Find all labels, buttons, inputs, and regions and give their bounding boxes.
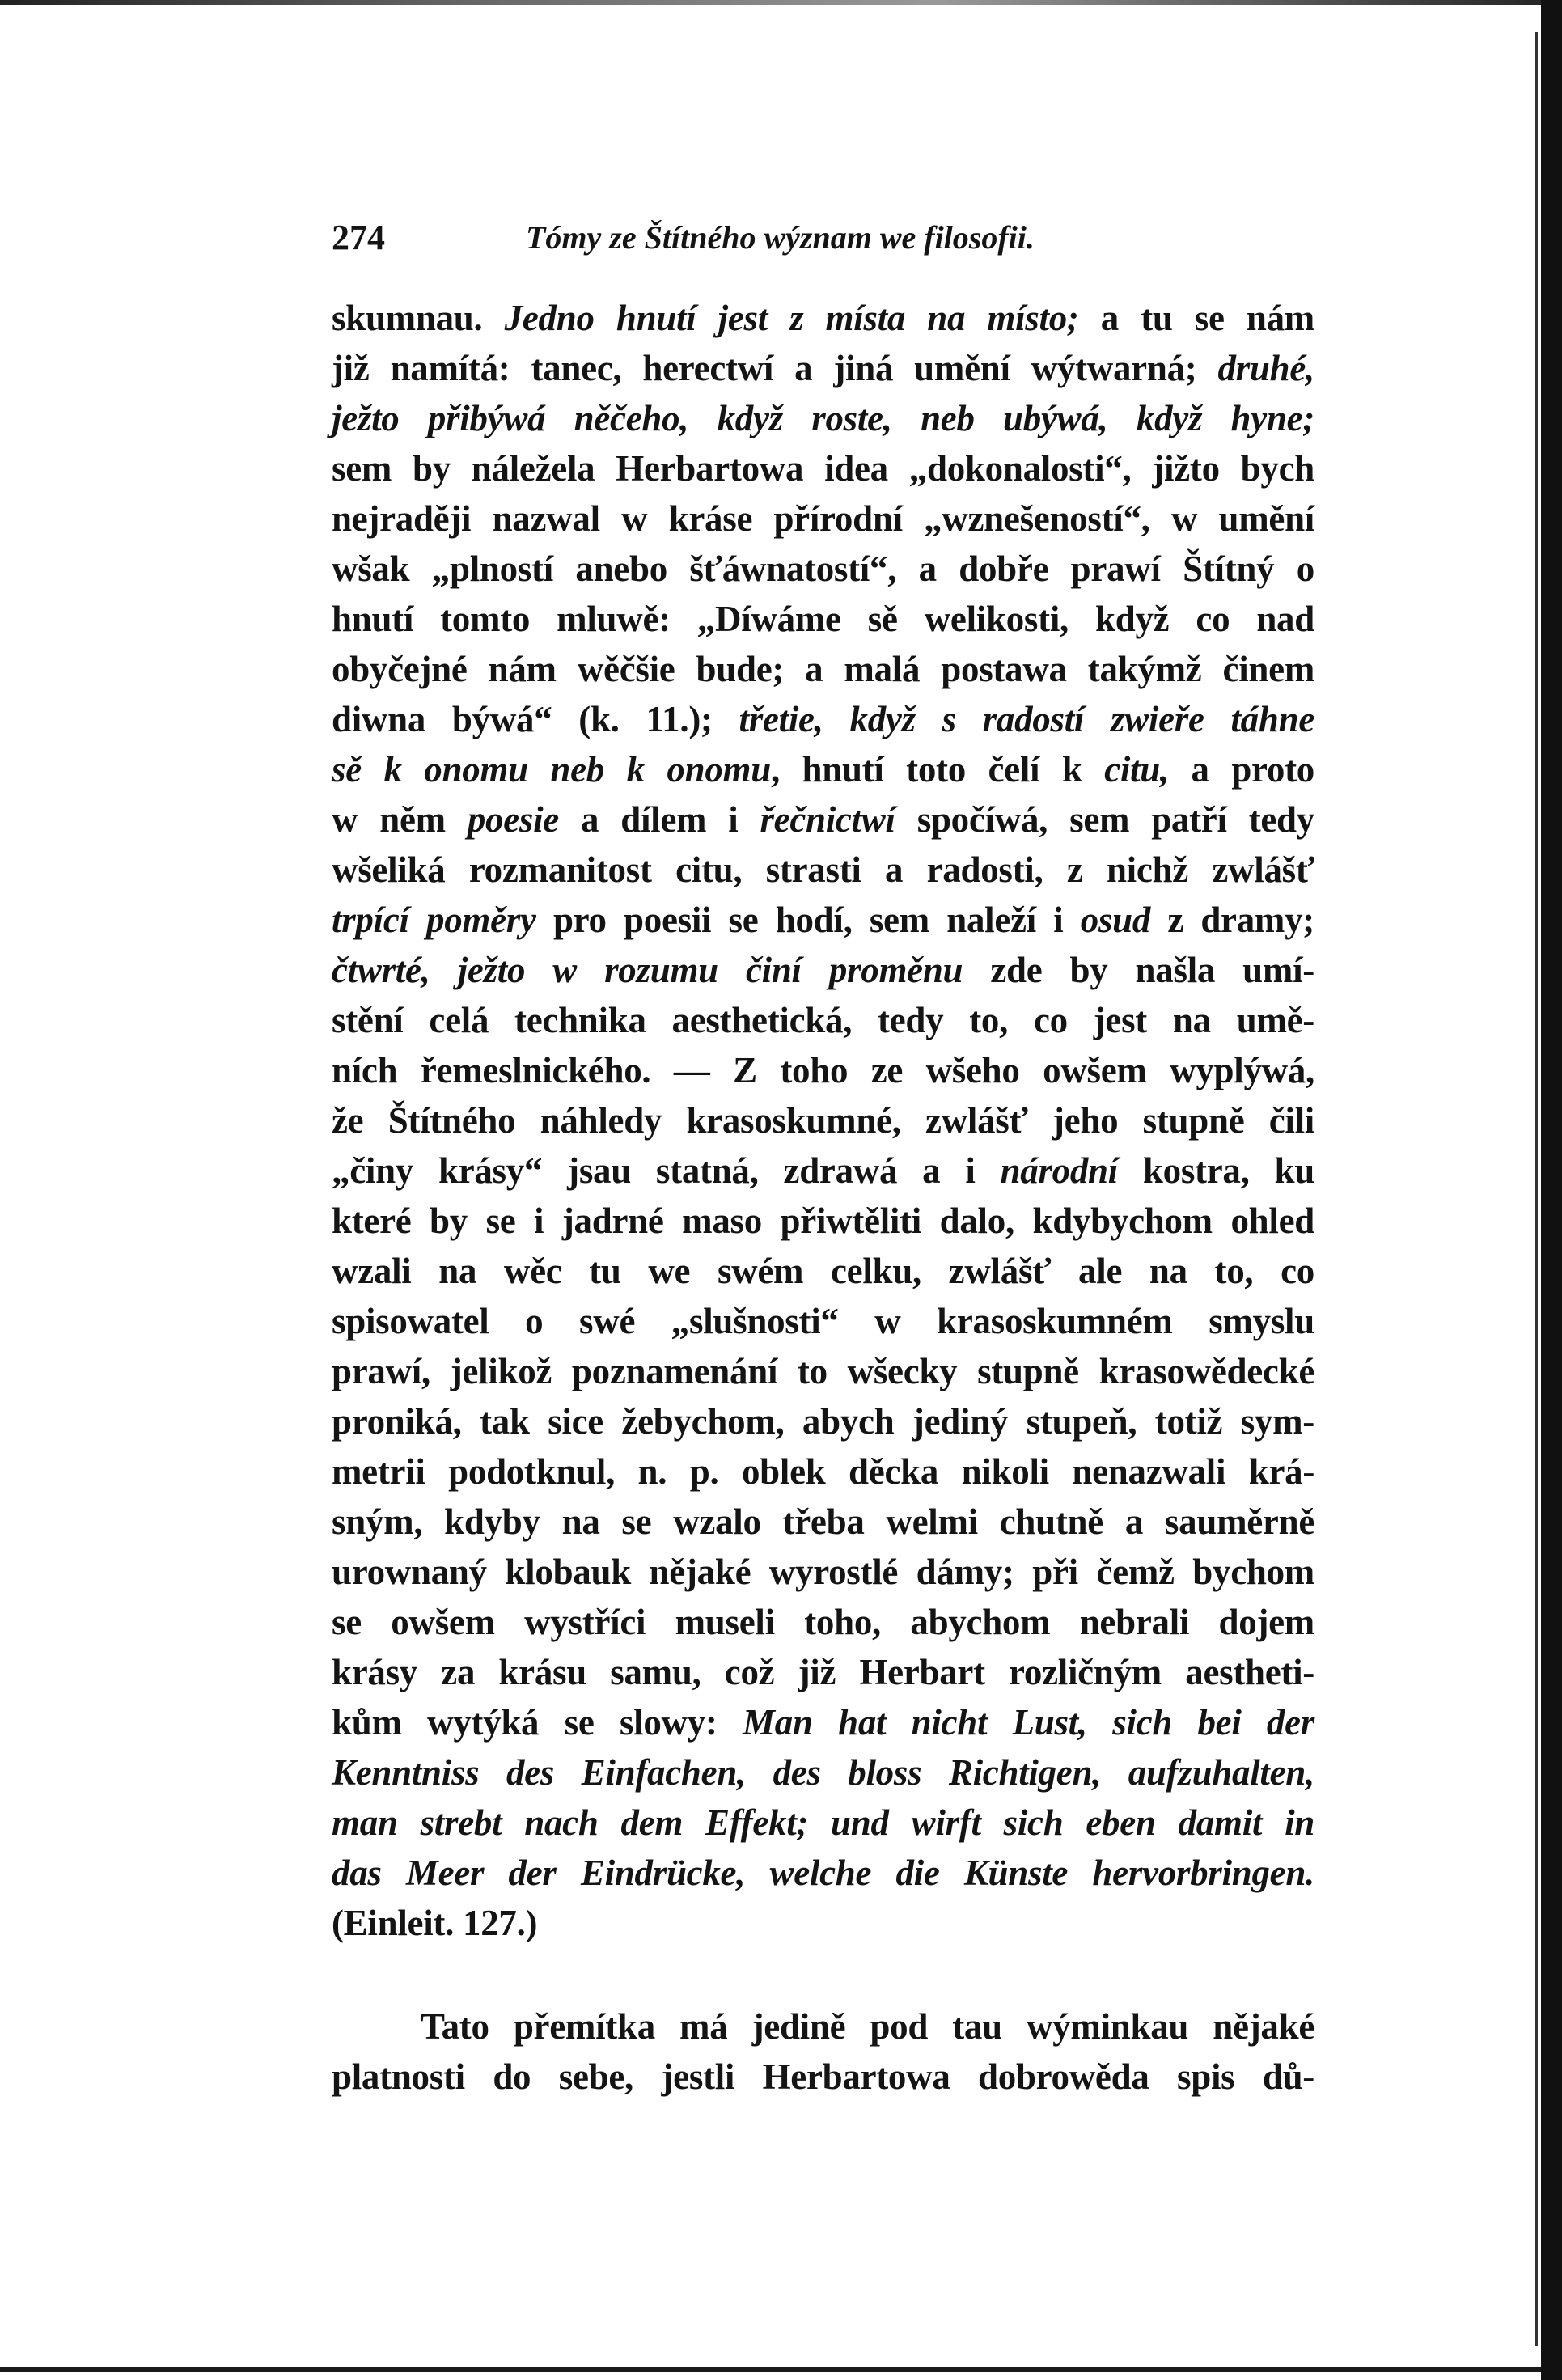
text-run: ních řemeslnického. — Z toho ze wšeho owšem wyplýwá, [332, 1050, 1314, 1090]
text-line [332, 1597, 1314, 1647]
text-run: a dílem i [558, 799, 760, 840]
text-line [332, 1246, 1314, 1296]
text-line [332, 493, 1314, 544]
text-run: wzali na wěc tu we swém celku, zwlášť ale na to, co [332, 1251, 1314, 1291]
text-line [332, 1798, 1314, 1848]
text-line [332, 1396, 1314, 1446]
text-run: kostra, ku [1117, 1150, 1314, 1191]
text-run: wšak „plností anebo šťáwnatostí“, a dobře prawí Štítný o [332, 548, 1314, 589]
text-run: nejraději nazwal w kráse přírodní „wznešeností“, w umění [332, 498, 1314, 539]
text-run: krásy za krásu samu, což již Herbart rozličným aestheti- [332, 1652, 1314, 1692]
text-run: že Štítného náhledy krasoskumné, zwlášť jeho stupně čili [332, 1100, 1314, 1141]
text-line [332, 544, 1314, 594]
text-line [332, 594, 1314, 644]
scan-edge-right [1541, 0, 1562, 2380]
italic-text: sě k onomu neb k onomu [332, 749, 771, 790]
text-run: stění celá technika aesthetická, tedy to, co jest na umě- [332, 1000, 1314, 1040]
text-line [332, 443, 1314, 493]
text-line [332, 1296, 1314, 1346]
text-run: spisowatel o swé „slušnosti“ w krasoskumném smyslu [332, 1301, 1314, 1341]
italic-text: třetie, když s radostí zwieře táhne [739, 699, 1315, 739]
text-run: a proto [1168, 749, 1314, 790]
text-run: w něm [332, 799, 468, 840]
text-run: z dramy; [1150, 900, 1314, 940]
text-line [332, 393, 1314, 443]
text-line [332, 845, 1314, 895]
text-run: Tato přemítka má jedině pod tau wýminkau nějaké [421, 2006, 1314, 2047]
text-line [332, 744, 1314, 794]
text-line [332, 2001, 1314, 2052]
text-run: zde by našla umí- [963, 950, 1314, 990]
text-run: a tu se nám [1078, 298, 1314, 338]
text-run: platnosti do sebe, jestli Herbartowa dobrowěda spis dů- [332, 2056, 1314, 2097]
text-run: , hnutí toto čelí k [770, 749, 1105, 790]
text-line [332, 293, 1314, 343]
scan-edge-bottom [0, 2367, 1541, 2372]
text-run: proniká, tak sice žebychom, abych jediný stupeň, totiž sym- [332, 1401, 1314, 1442]
text-line [332, 1346, 1314, 1396]
paragraph-1 [332, 293, 1314, 1948]
text-line [332, 895, 1314, 945]
text-line [332, 1747, 1314, 1798]
text-line [332, 1848, 1314, 1898]
italic-text: poesie [467, 799, 559, 840]
scan-edge-top [0, 0, 1562, 5]
text-line [332, 694, 1314, 744]
italic-text: osud [1080, 900, 1151, 940]
italic-text: Jedno hnutí jest z místa na místo; [504, 298, 1079, 338]
italic-text: citu, [1104, 749, 1169, 790]
italic-text: druhé, [1217, 348, 1314, 388]
text-run: sem by náležela Herbartowa idea „dokonalosti“, jižto bych [332, 448, 1314, 489]
text-run: hnutí tomto mluwě: „Díwáme sě welikosti, když co nad [332, 599, 1314, 639]
text-line [332, 945, 1314, 995]
italic-text: das Meer der Eindrücke, welche die Künste hervorbringen. [332, 1853, 1314, 1893]
text-line [332, 995, 1314, 1045]
italic-text: národní [1000, 1150, 1118, 1191]
italic-text: man strebt nach dem Effekt; und wirft sich eben damit in [332, 1802, 1314, 1843]
page-number: 274 [332, 218, 385, 257]
text-line [332, 1146, 1314, 1196]
paragraph-2 [332, 2001, 1314, 2102]
text-line [332, 1647, 1314, 1697]
text-run: wšeliká rozmanitost citu, strasti a radosti, z nichž zwlášť [332, 849, 1314, 890]
italic-text: trpící poměry [332, 900, 536, 940]
text-run: „činy krásy“ jsau statná, zdrawá a i [332, 1150, 1001, 1191]
text-run: metrii podotknul, n. p. oblek děcka nikoli nenazwali krá- [332, 1451, 1314, 1492]
text-line [332, 794, 1314, 845]
text-run: pro poesii se hodí, sem naleží i [535, 900, 1081, 940]
text-line [332, 1497, 1314, 1547]
text-run: skumnau. [332, 298, 505, 338]
text-line [332, 1045, 1314, 1095]
text-run: spočíwá, sem patří tedy [895, 799, 1314, 840]
italic-text: Man hat nicht Lust, sich bei der [743, 1702, 1315, 1743]
text-line [332, 1446, 1314, 1497]
text-run: (Einleit. 127.) [332, 1903, 538, 1943]
text-line [332, 1095, 1314, 1146]
text-run: diwna býwá“ (k. 11.); [332, 699, 739, 739]
text-run: obyčejné nám wěčšie bude; a malá postawa takýmž činem [332, 649, 1314, 689]
text-line [332, 1697, 1314, 1747]
italic-text: čtwrté, ježto w rozumu činí proměnu [332, 950, 963, 990]
running-title: Tómy ze Štítného wýznam we filosofii. [526, 219, 1035, 256]
scan-edge-line [1535, 32, 1538, 2346]
text-run: kům wytýká se slowy: [332, 1702, 743, 1743]
text-line [332, 1547, 1314, 1597]
text-run: sným, kdyby na se wzalo třeba welmi chutně a sauměrně [332, 1501, 1314, 1542]
italic-text: řečnictwí [760, 799, 895, 840]
text-line [332, 343, 1314, 393]
text-run: prawí, jelikož poznamenání to wšecky stupně krasowědecké [332, 1351, 1314, 1391]
text-run: urownaný klobauk nějaké wyrostlé dámy; při čemž bychom [332, 1552, 1314, 1592]
text-line [332, 644, 1314, 694]
text-line [332, 2052, 1314, 2102]
text-run: se owšem wystříci museli toho, abychom nebrali dojem [332, 1602, 1314, 1642]
page-header [332, 217, 1314, 265]
italic-text: ježto přibýwá něčeho, když roste, neb ubýwá, když hyne; [332, 398, 1314, 438]
italic-text: Kenntniss des Einfachen, des bloss Richtigen, aufzuhalten, [332, 1752, 1314, 1793]
text-run: již namítá: tanec, herectwí a jiná umění wýtwarná; [332, 348, 1218, 388]
text-line [332, 1196, 1314, 1246]
text-line [332, 1898, 1314, 1948]
text-run: které by se i jadrné maso přiwtěliti dalo, kdybychom ohled [332, 1201, 1314, 1241]
